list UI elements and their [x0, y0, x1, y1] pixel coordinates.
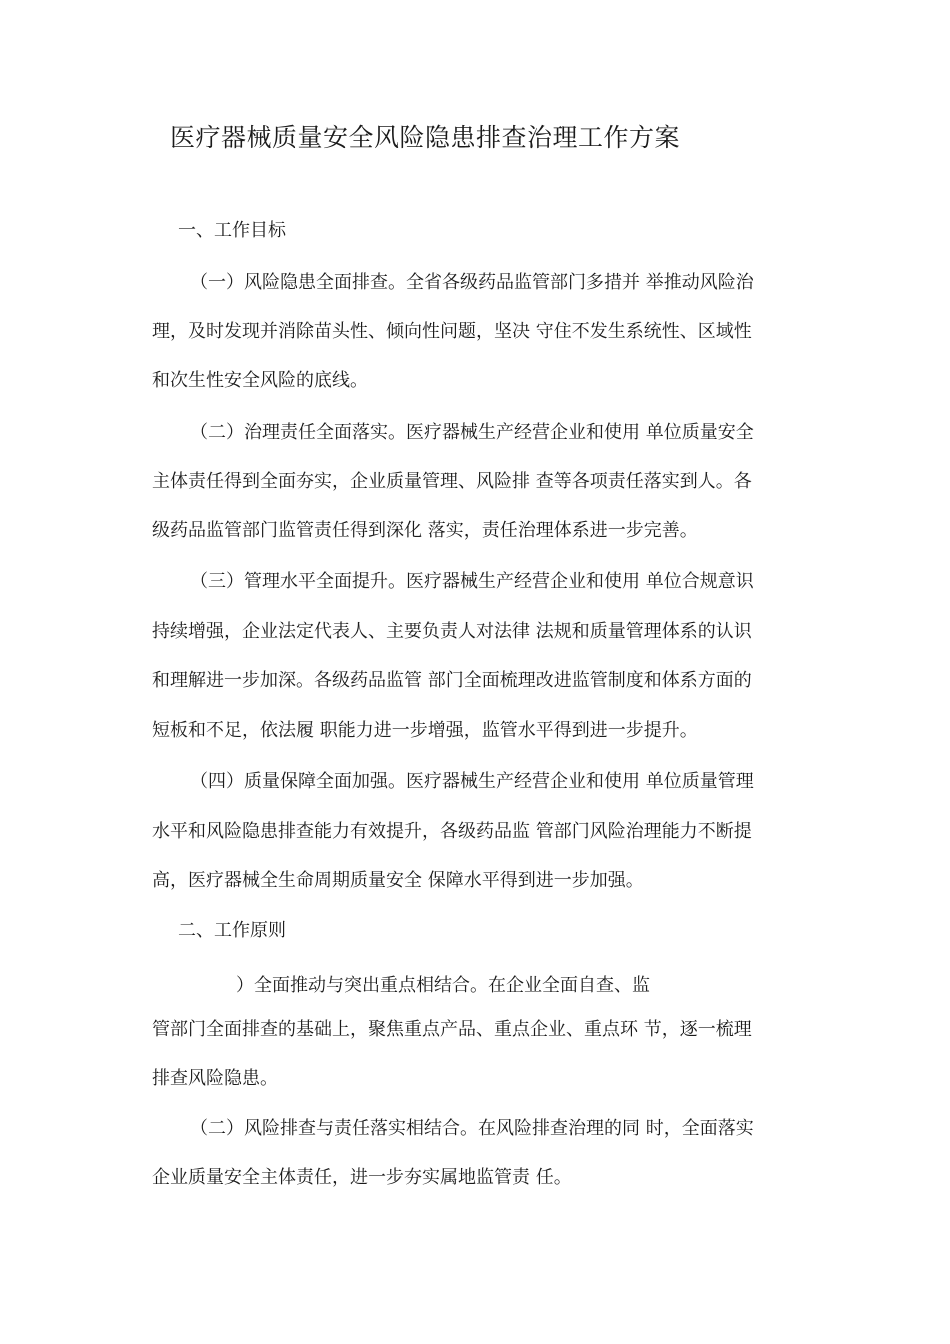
paragraph-line: （二）风险排查与责任落实相结合。在风险排查治理的同 时，全面落实 — [190, 1118, 754, 1139]
section-heading-principles: 二、工作原则 — [178, 920, 286, 941]
paragraph-line: 企业质量安全主体责任，进一步夯实属地监管责 任。 — [152, 1167, 572, 1188]
paragraph-line: （三）管理水平全面提升。医疗器械生产经营企业和使用 单位合规意识 — [190, 571, 754, 592]
paragraph-line: 和次生性安全风险的底线。 — [152, 370, 368, 391]
paragraph-line: 水平和风险隐患排查能力有效提升，各级药品监 管部门风险治理能力不断提 — [152, 821, 752, 842]
document-title: 医疗器械质量安全风险隐患排查治理工作方案 — [170, 123, 681, 152]
paragraph-line: 级药品监管部门监管责任得到深化 落实，责任治理体系进一步完善。 — [152, 520, 698, 541]
paragraph-line: 和理解进一步加深。各级药品监管 部门全面梳理改进监管制度和体系方面的 — [152, 670, 752, 691]
paragraph-line: （一）风险隐患全面排查。全省各级药品监管部门多措并 举推动风险治 — [190, 272, 754, 293]
paragraph-line: 高，医疗器械全生命周期质量安全 保障水平得到进一步加强。 — [152, 870, 644, 891]
paragraph-line: 排查风险隐患。 — [152, 1068, 278, 1089]
paragraph-line: （四）质量保障全面加强。医疗器械生产经营企业和使用 单位质量管理 — [190, 771, 754, 792]
paragraph-line: 持续增强，企业法定代表人、主要负责人对法律 法规和质量管理体系的认识 — [152, 621, 752, 642]
paragraph-line: 短板和不足，依法履 职能力进一步增强，监管水平得到进一步提升。 — [152, 720, 698, 741]
paragraph-line: ）全面推动与突出重点相结合。在企业全面自查、监 — [236, 975, 650, 996]
paragraph-line: 管部门全面排查的基础上，聚焦重点产品、重点企业、重点环 节，逐一梳理 — [152, 1019, 752, 1040]
section-heading-goals: 一、工作目标 — [178, 220, 286, 241]
paragraph-line: 理，及时发现并消除苗头性、倾向性问题，坚决 守住不发生系统性、区域性 — [152, 321, 752, 342]
paragraph-line: （二）治理责任全面落实。医疗器械生产经营企业和使用 单位质量安全 — [190, 422, 754, 443]
paragraph-line: 主体责任得到全面夯实，企业质量管理、风险排 查等各项责任落实到人。各 — [152, 471, 752, 492]
